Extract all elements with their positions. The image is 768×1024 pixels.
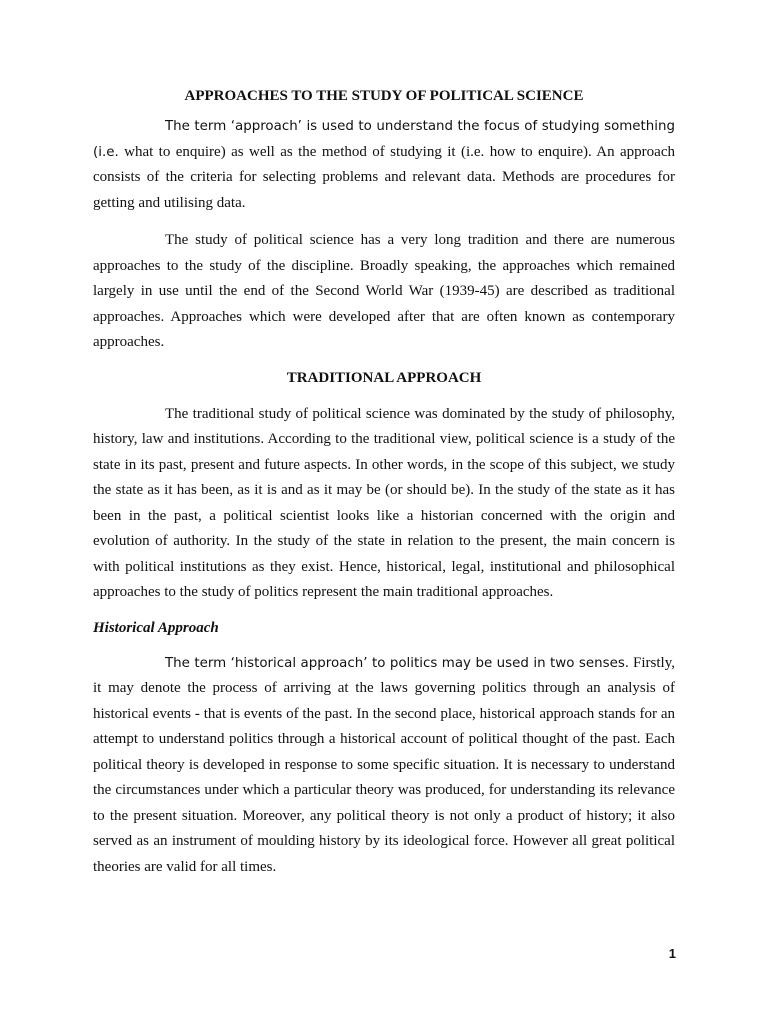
- historical-approach-paragraph: [93, 651, 675, 881]
- tradition-paragraph: The study of political science has a very long tradition and there are numerous approaches to the study of the discipline. Broadly speaking, the approaches which remained largely in use until the end of the Second World War (1939-45) are described as traditional approaches. Approaches which were developed after that are often known as contemporary approaches.: [93, 232, 675, 350]
- document-title: APPROACHES TO THE STUDY OF POLITICAL SCIENCE: [184, 88, 584, 104]
- historical-approach-heading: Historical Approach: [93, 619, 219, 636]
- intro-paragraph-rest: what to enquire) as well as the method of studying it (i.e. how to enquire). An approach consists of the criteria for selecting problems and relevant data. Methods are procedures for getting and utilising data.: [93, 143, 675, 211]
- page-number: 1: [668, 946, 676, 961]
- historical-approach-paragraph-rest: Firstly, it may denote the process of arriving at the laws governing politics through an analysis of historical events - that is events of the past. In the second place, historical approach stands for an attempt to understand politics through a historical account of political thought of the past. Each political theory is developed in response to some specific situation. It is necessary to understand the circumstances under which a particular theory was produced, for understanding its relevance to the present situation. Moreover, any political theory is not only a product of history; it also served as an instrument of moulding history by its ideological force. However all great political theories are valid for all times.: [93, 654, 675, 875]
- traditional-approach-heading: TRADITIONAL APPROACH: [286, 369, 482, 386]
- historical-approach-paragraph-lead: The term ‘historical approach’ to politics may be used in two senses.: [165, 655, 630, 671]
- page-content: [93, 86, 675, 892]
- intro-paragraph: [93, 114, 675, 216]
- intro-paragraph-lead: The term ‘approach’ is used to understand the focus of studying something (i.e.: [93, 119, 675, 160]
- traditional-approach-paragraph: The traditional study of political science was dominated by the study of philosophy, history, law and institutions. According to the traditional view, political science is a study of the state in its past, present and future aspects. In other words, in the scope of this subject, we study the state as it has been, as it is and as it may be (or should be). In the study of the state as it has been in the past, a political scientist looks like a historian concerned with the origin and evolution of authority. In the study of the state in relation to the present, the main concern is with political institutions as they exist. Hence, historical, legal, institutional and philosophical approaches to the study of politics represent the main traditional approaches.: [93, 405, 675, 600]
